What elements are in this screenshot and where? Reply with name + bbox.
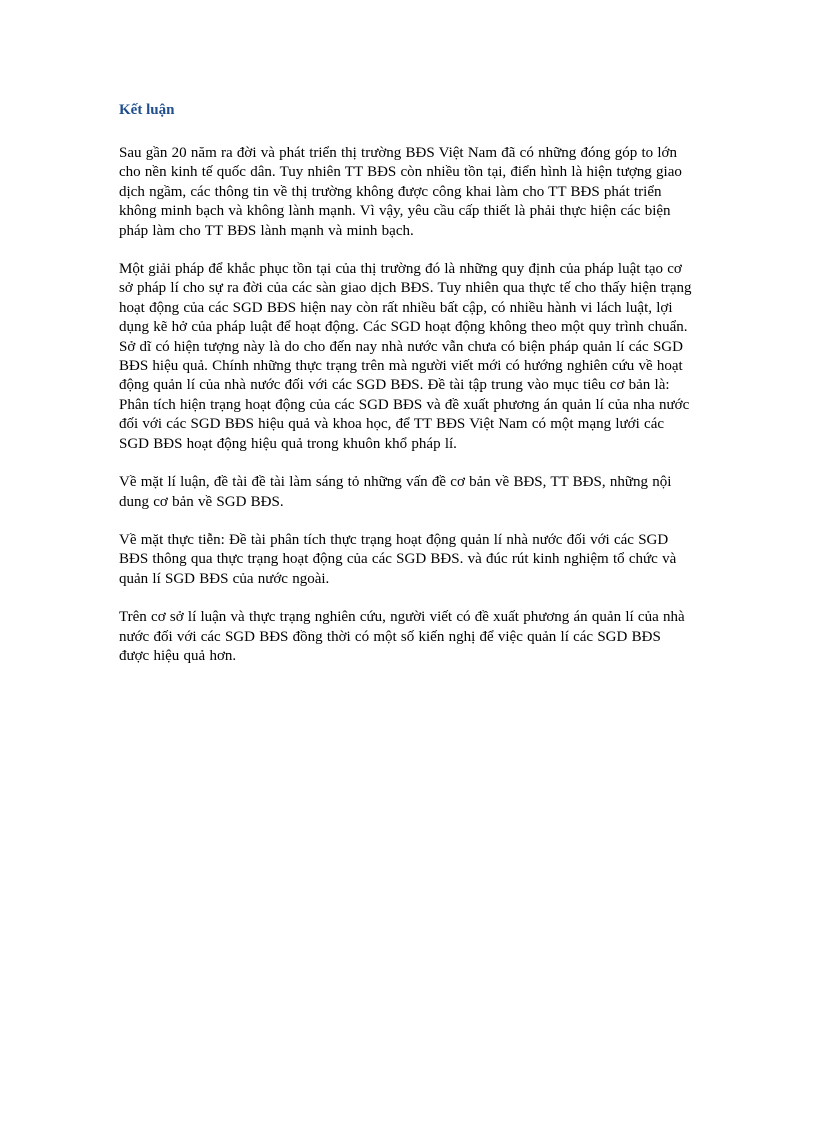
paragraph-2: Một giải pháp để khắc phục tồn tại của thị trường đó là những quy định của pháp luật tạo cơ sở pháp lí cho sự ra đời của các sàn giao dịch BĐS. Tuy nhiên qua thực tế cho thấy hiện trạng hoạt động của các SGD BĐS hiện nay còn rất nhiều bất cập, có nhiều hành vi lách luật, lợi dụng kẽ hở của pháp luật để hoạt động. Các SGD hoạt động không theo một quy trình chuẩn. Sở dĩ có hiện tượng này là do cho đến nay nhà nước vẫn chưa có biện pháp quản lí các SGD BĐS hiệu quả. Chính những thực trạng trên mà người viết mới có hướng nghiên cứu về hoạt động quản lí của nhà nước đối với các SGD BĐS. Đề tài tập trung vào mục tiêu cơ bản là: Phân tích hiện trạng hoạt động của các SGD BĐS và đề xuất phương án quản lí của nha nước đối với các SGD BĐS hiệu quả và khoa học, để TT BĐS Việt Nam có một mạng lưới các SGD BĐS hoạt động hiệu quả trong khuôn khổ pháp lí. bbox=[119, 261, 692, 452]
paragraph-3: Về mặt lí luận, đề tài đề tài làm sáng tỏ những vấn đề cơ bản về BĐS, TT BĐS, những nội dung cơ bản về SGD BĐS. bbox=[119, 474, 672, 510]
paragraph-5: Trên cơ sở lí luận và thực trạng nghiên cứu, người viết có đề xuất phương án quản lí của nhà nước đối với các SGD BĐS đồng thời có một số kiến nghị để việc quản lí các SGD BĐS được hiệu quả hơn. bbox=[119, 609, 685, 664]
paragraph-4: Về mặt thực tiễn: Đề tài phân tích thực trạng hoạt động quản lí nhà nước đối với các SGD BĐS thông qua thực trạng hoạt động của các SGD BĐS. và đúc rút kinh nghiệm tổ chức và quản lí SGD BĐS của nước ngoài. bbox=[119, 531, 677, 587]
document-page bbox=[119, 100, 694, 684]
section-heading: Kết luận bbox=[119, 102, 175, 118]
paragraph-1: Sau gần 20 năm ra đời và phát triển thị trường BĐS Việt Nam đã có những đóng góp to lớn cho nền kinh tế quốc dân. Tuy nhiên TT BĐS còn nhiều tồn tại, điển hình là hiện tượng giao dịch ngầm, các thông tin về thị trường không được công khai làm cho TT BĐS phát triển không minh bạch và không lành mạnh. Vì vậy, yêu cầu cấp thiết là phải thực hiện các biện pháp làm cho TT BĐS lành mạnh và minh bạch. bbox=[119, 145, 682, 239]
